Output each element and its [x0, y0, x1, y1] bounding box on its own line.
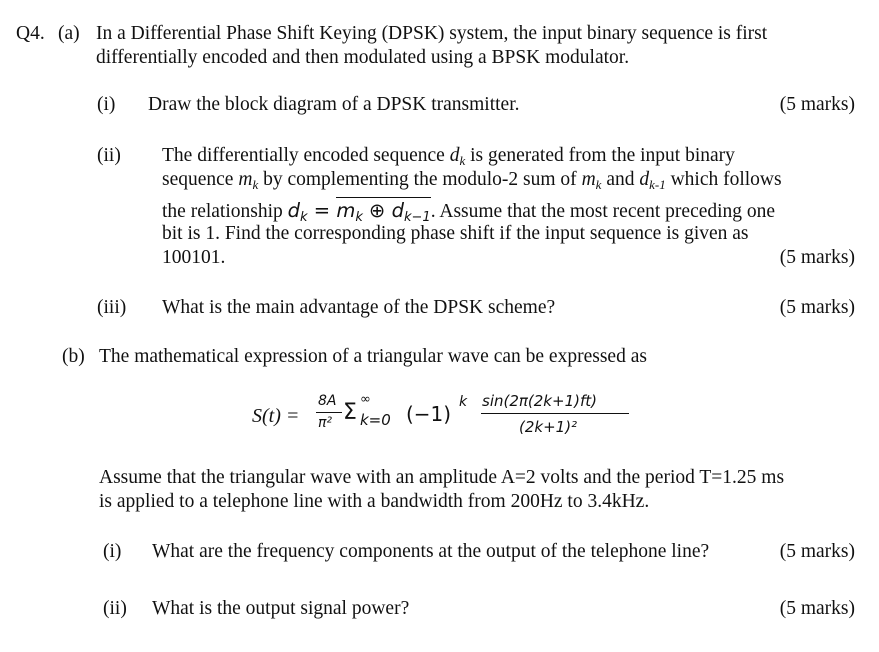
- part-b-ii-marks: (5 marks): [779, 598, 855, 619]
- part-b-i-marks: (5 marks): [779, 541, 855, 562]
- part-a-i-marks: (5 marks): [779, 94, 855, 115]
- formula-sign-exponent: k: [459, 394, 468, 410]
- part-a-iii-marks: (5 marks): [779, 297, 855, 318]
- formula-fraction-bar: [481, 413, 629, 414]
- formula-denominator: (2k+1)²: [519, 418, 578, 436]
- part-a-label: (a): [58, 23, 80, 44]
- formula-sign-term: (−1): [406, 402, 452, 426]
- part-a-iii-label: (iii): [97, 297, 127, 318]
- part-a-iii-text: What is the main advantage of the DPSK scheme?: [162, 297, 556, 318]
- part-a-ii-line3: the relationship $d_k = m_k$ ⊕ $d_{k-1}$. Assume that the most recent preceding one: [162, 197, 775, 230]
- formula-sum-upper: ∞: [360, 392, 371, 407]
- part-b-para-line2: is applied to a telephone line with a bandwidth from 200Hz to 3.4kHz.: [99, 491, 650, 512]
- part-a-ii-line4: bit is 1. Find the corresponding phase shift if the input sequence is given as: [162, 223, 749, 244]
- part-a-ii-line2: sequence $m_k$ by complementing the modulo-2 sum of $m_k$ and $d_{k-1}$ which follows: [162, 169, 782, 192]
- formula-sum-lower: k=0: [360, 411, 391, 429]
- part-a-ii-marks: (5 marks): [779, 247, 855, 268]
- part-b-i-label: (i): [103, 541, 122, 562]
- part-a-ii-line1: The differentially encoded sequence $d_k$ is generated from the input binary: [162, 145, 735, 168]
- part-a-intro-line1: In a Differential Phase Shift Keying (DPSK) system, the input binary sequence is first: [96, 23, 768, 44]
- part-b-ii-text: What is the output signal power?: [152, 598, 410, 619]
- part-a-i-text: Draw the block diagram of a DPSK transmitter.: [148, 94, 520, 115]
- part-a-intro-line2: differentially encoded and then modulated using a BPSK modulator.: [96, 47, 630, 68]
- formula-coef-numerator: 8A: [318, 393, 337, 409]
- relationship-formula: $d_k = m_k$ ⊕ $d_{k-1}$: [288, 199, 431, 222]
- formula-numerator: sin(2π(2k+1)ft): [482, 392, 597, 410]
- part-b-i-text: What are the frequency components at the output of the telephone line?: [152, 541, 710, 562]
- part-b-ii-label: (ii): [103, 598, 127, 619]
- formula-coef-bar: [316, 412, 342, 413]
- part-b-intro: The mathematical expression of a triangular wave can be expressed as: [99, 346, 647, 367]
- formula-coef-denominator: π²: [318, 415, 333, 431]
- part-b-para-line1: Assume that the triangular wave with an amplitude A=2 volts and the period T=1.25 ms: [99, 467, 785, 488]
- part-a-ii-line5: 100101.: [162, 247, 226, 268]
- question-number: Q4.: [16, 23, 45, 44]
- part-a-i-label: (i): [97, 94, 116, 115]
- formula-sum: Σ: [343, 400, 357, 425]
- part-a-ii-label: (ii): [97, 145, 121, 166]
- formula-lhs: S(t) =: [252, 405, 300, 427]
- part-b-label: (b): [62, 346, 85, 367]
